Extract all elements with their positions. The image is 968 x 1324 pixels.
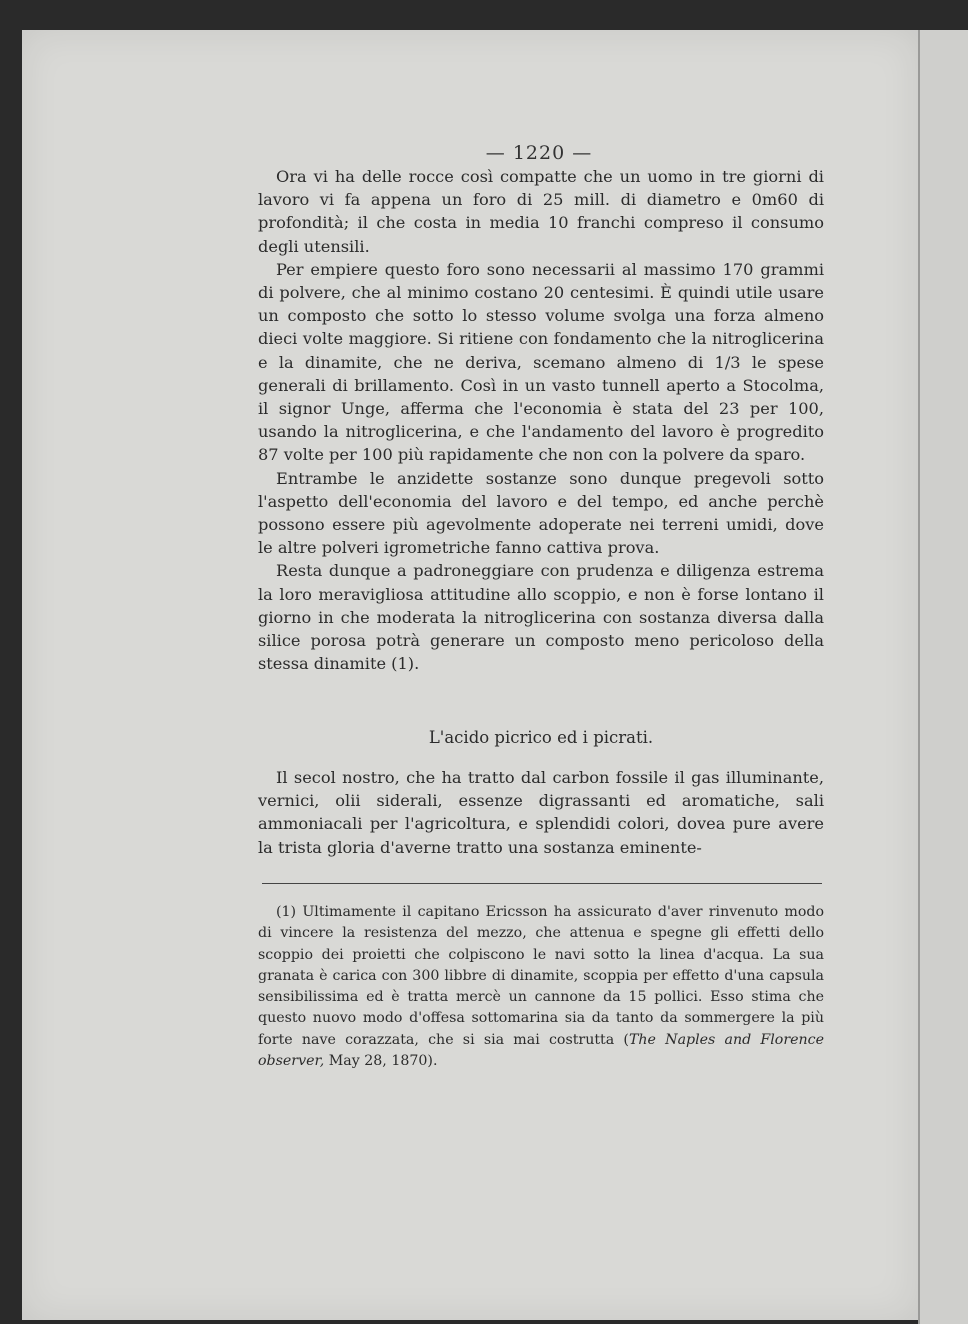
paragraph: Per empiere questo foro sono necessarii al massimo 170 grammi di polvere, che al minimo costano 20 centesimi. È quindi utile usare un composto che sotto lo stesso volume svolga una forza almeno dieci volte maggiore. Si ritiene con fondamento che la nitroglicerina e la dinamite, che ne deriva, scemano almeno di 1/3 le spese generali di brillamento. Così in un vasto tunnell aperto a Stocolma, il signor Unge, afferma che l'economia è stata del 23 per 100, usando la nitroglicerina, e che l'andamento del lavoro è progredito 87 volte per 100 più rapidamente che non con la polvere da sparo.: [258, 259, 824, 465]
paragraph: Il secol nostro, che ha tratto dal carbon fossile il gas illuminante, vernici, olii siderali, essenze digrassanti ed aromatiche, sali ammoniacali per l'agricoltura, e splendidi colori, dovea pure avere la trista gloria d'averne tratto una sostanza eminente-: [258, 768, 824, 857]
footnote-paragraph: [258, 902, 824, 1072]
footnote-date: May 28, 1870).: [324, 1053, 438, 1070]
paragraph: Entrambe le anzidette sostanze sono dunque pregevoli sotto l'aspetto dell'economia del lavoro e del tempo, ed anche perchè possono essere più agevolmente adoperate nei terreni umidi, dove le altre polveri igrometriche fanno cattiva prova.: [258, 468, 824, 558]
paragraph: Ora vi ha delle rocce così compatte che un uomo in tre giorni di lavoro vi fa appena un foro di 25 mill. di diametro e 0m60 di profondità; il che costa in media 10 franchi compreso il consumo degli utensili.: [258, 167, 824, 256]
section-text: [258, 766, 824, 859]
paragraph: Resta dunque a padroneggiare con prudenza e diligenza estrema la loro meravigliosa attitudine allo scoppio, e non è forse lontano il giorno in che moderata la nitroglicerina con sostanza diversa dalla silice porosa potrà generare un composto meno pericoloso della stessa dinamite (1).: [258, 561, 824, 674]
section-heading: L'acido picrico ed i picrati.: [428, 728, 654, 747]
main-text: [258, 165, 824, 675]
footnote: [258, 902, 824, 1072]
facing-page-edge: [918, 30, 968, 1324]
footnote-rule: [262, 883, 822, 884]
footnote-source: The Naples and Florence observer,: [258, 1031, 824, 1070]
page-number: — 1220 —: [485, 142, 593, 164]
footnote-text: (1) Ultimamente il capitano Ericsson ha assicurato d'aver rinvenuto modo di vincere la resistenza del mezzo, che attenua e spegne gli effetti dello scoppio dei proietti che colpiscono le navi sotto la linea d'acqua. La sua granata è carica con 300 libbre di dinamite, scoppia per effetto d'una capsula sensibilissima ed è tratta mercè un cannone da 15 pollici. Esso stima che questo nuovo modo d'offesa sottomarina sia da tanto da sommergere la più forte nave corazzata, che si sia mai costrutta (: [258, 904, 824, 1048]
